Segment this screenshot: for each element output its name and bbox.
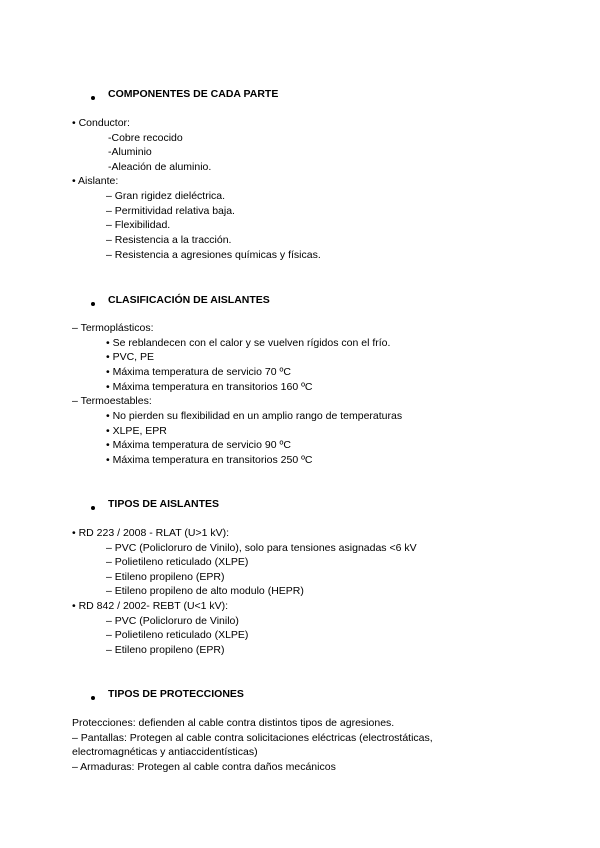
list-item: • Máxima temperatura de servicio 70 ºC [106, 366, 291, 378]
list-item: – PVC (Policloruro de Vinilo), solo para tensiones asignadas <6 kV [106, 542, 417, 554]
list-item: – Permitividad relativa baja. [106, 205, 235, 217]
paragraph-line: Protecciones: defienden al cable contra distintos tipos de agresiones. [72, 717, 395, 729]
list-item: • Máxima temperatura en transitorios 250 ºC [106, 454, 313, 466]
list-item: • XLPE, EPR [106, 425, 167, 437]
heading-bullet-icon [91, 691, 95, 706]
list-item: – Etileno propileno (EPR) [106, 571, 225, 583]
list-item: – Etileno propileno de alto modulo (HEPR) [106, 585, 304, 597]
heading-bullet-icon [91, 501, 95, 516]
list-item: • PVC, PE [106, 351, 155, 363]
paragraph-line: electromagnéticas y antiaccidentísticas) [72, 746, 258, 758]
list-item: – Etileno propileno (EPR) [106, 644, 225, 656]
rebt-label: • RD 842 / 2002- REBT (U<1 kV): [72, 600, 229, 612]
list-item: – Resistencia a agresiones químicas y físicas. [106, 249, 321, 261]
list-item: – PVC (Policloruro de Vinilo) [106, 615, 239, 627]
list-item: • Máxima temperatura de servicio 90 ºC [106, 439, 291, 451]
paragraph-line: – Armaduras: Protegen al cable contra daños mecánicos [72, 761, 336, 773]
list-item: – Resistencia a la tracción. [106, 234, 232, 246]
list-item: -Aluminio [108, 146, 152, 158]
list-item: – Gran rigidez dieléctrica. [106, 190, 226, 202]
heading-bullet-icon [91, 91, 95, 106]
termoestables-label: – Termoestables: [72, 395, 152, 407]
list-item: – Flexibilidad. [106, 219, 171, 231]
list-item: • Máxima temperatura en transitorios 160 ºC [106, 381, 313, 393]
heading-tipos-aislantes: TIPOS DE AISLANTES [108, 498, 220, 510]
list-item: – Polietileno reticulado (XLPE) [106, 556, 249, 568]
list-item: • Se reblandecen con el calor y se vuelven rígidos con el frío. [106, 337, 391, 349]
list-item: -Aleación de aluminio. [108, 161, 212, 173]
conductor-label: • Conductor: [72, 117, 130, 129]
list-item: -Cobre recocido [108, 132, 183, 144]
heading-bullet-icon [91, 297, 95, 312]
heading-clasificacion: CLASIFICACIÓN DE AISLANTES [108, 294, 270, 306]
heading-protecciones: TIPOS DE PROTECCIONES [108, 688, 244, 700]
heading-componentes: COMPONENTES DE CADA PARTE [108, 88, 279, 100]
list-item: • No pierden su flexibilidad en un amplio rango de temperaturas [106, 410, 403, 422]
list-item: – Polietileno reticulado (XLPE) [106, 629, 249, 641]
paragraph-line: – Pantallas: Protegen al cable contra solicitaciones eléctricas (electrostáticas, [72, 732, 433, 744]
termoplasticos-label: – Termoplásticos: [72, 322, 154, 334]
aislante-label: • Aislante: [72, 175, 119, 187]
rlat-label: • RD 223 / 2008 - RLAT (U>1 kV): [72, 527, 230, 539]
